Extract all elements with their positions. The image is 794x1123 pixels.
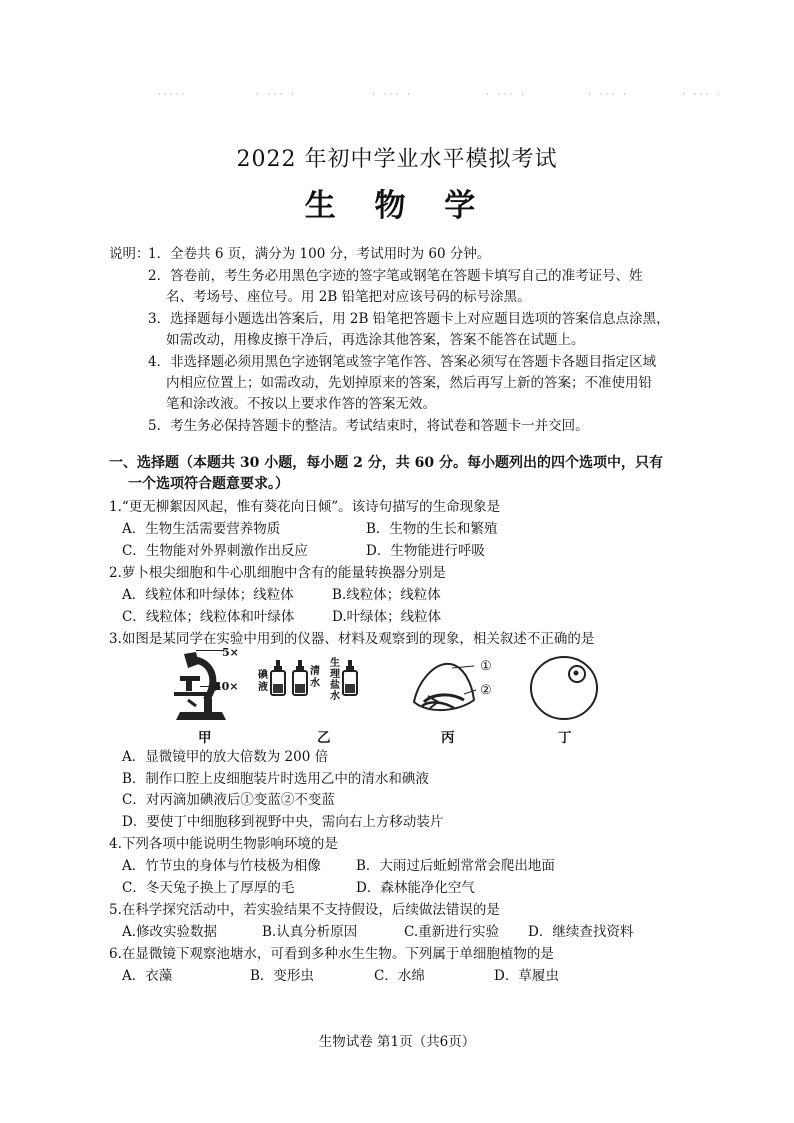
- scan-mark: · ··· ·: [486, 90, 528, 100]
- scan-mark: · ··· ·: [682, 90, 724, 100]
- instruction-item: 笔和涂改液。不按以上要求作答的答案无效。: [166, 396, 436, 412]
- q5-option-c: C.重新进行实验: [404, 924, 500, 940]
- figure-label-yi: 乙: [317, 730, 331, 746]
- q2-option-b: B.线粒体；线粒体: [332, 587, 441, 603]
- q1-option-d: D．生物能进行呼吸: [366, 543, 485, 559]
- marker-2: ②: [480, 683, 492, 698]
- dropper-bottle-icon: [270, 660, 286, 696]
- subject-title: 生 物 学: [304, 188, 490, 224]
- section-heading-cont: 一个选项符合题意要求。）: [128, 476, 289, 492]
- magnification-label: 40×: [214, 680, 239, 693]
- leader-line: [196, 650, 224, 652]
- scan-mark: · ··· ·: [372, 90, 414, 100]
- scan-mark: · ··· ·: [588, 90, 630, 100]
- dropper-bottle-icon: [292, 660, 308, 696]
- question-2-stem: 2.萝卜根尖细胞和牛心肌细胞中含有的能量转换器分别是: [109, 565, 446, 581]
- leader-line: [200, 686, 214, 688]
- section-heading: 一、选择题（本题共 30 小题，每小题 2 分，共 60 分。每小题列出的四个选项中，只有: [109, 455, 663, 471]
- q4-option-a: A．竹节虫的身体与竹枝极为相像: [122, 858, 321, 874]
- q6-option-a: A．衣藻: [122, 968, 173, 984]
- q5-option-b: B.认真分析原因: [262, 924, 358, 940]
- q4-option-b: B．大雨过后蚯蚓常常会爬出地面: [356, 858, 555, 874]
- question-3-stem: 3.如图是某同学在实验中用到的仪器、材料及观察到的现象，相关叙述不正确的是: [109, 631, 595, 647]
- instruction-item: 1．全卷共 6 页，满分为 100 分，考试用时为 60 分钟。: [148, 246, 491, 262]
- question-4-stem: 4.下列各项中能说明生物影响环境的是: [109, 836, 338, 852]
- question-5-stem: 5.在科学探究活动中，若实验结果不支持假设，后续做法错误的是: [109, 902, 500, 918]
- cell-view-illustration: [528, 654, 600, 722]
- instruction-item: 如需改动，用橡皮擦干净后，再选涂其他答案，答案不能答在试题上。: [166, 332, 585, 348]
- q6-option-c: C．水绵: [374, 968, 425, 984]
- figure-label-jia: 甲: [198, 730, 212, 746]
- instruction-item: 4．非选择题必须用黑色字迹钢笔或签字笔作答、答案必须写在答题卡各题目指定区域: [148, 354, 657, 370]
- figure-label-ding: 丁: [558, 730, 572, 746]
- q4-option-c: C．冬天兔子换上了厚厚的毛: [122, 880, 295, 896]
- question-6-stem: 6.在显微镜下观察池塘水，可看到多种水生生物。下列属于单细胞植物的是: [109, 946, 554, 962]
- q3-option-d: D．要使丁中细胞移到视野中央，需向右上方移动装片: [122, 814, 444, 830]
- scan-mark: ·····: [158, 90, 188, 100]
- marker-1: ①: [480, 659, 492, 674]
- experiment-figure: 5× 40× 碘 液 清 水 生 理 盐 水 ① ② 甲 乙 丙 丁: [150, 648, 630, 744]
- figure-label-bing: 丙: [441, 730, 455, 746]
- dropper-bottle-icon: [342, 660, 358, 696]
- scan-mark: · ··· ·: [256, 90, 298, 100]
- q5-option-a: A.修改实验数据: [122, 924, 218, 940]
- question-1-stem: 1.“更无柳絮因风起，惟有葵花向日倾”。该诗句描写的生命现象是: [109, 499, 501, 515]
- q6-option-d: D．草履虫: [494, 968, 559, 984]
- q2-option-c: C．线粒体；线粒体和叶绿体: [122, 609, 295, 625]
- instruction-item: 名、考场号、座位号。用 2B 铅笔把对应该号码的标号涂黑。: [166, 289, 531, 305]
- instruction-item: 2．答卷前，考生务必用黑色字迹的签字笔或钢笔在答题卡填写自己的准考证号、姓: [148, 268, 643, 284]
- q3-option-b: B．制作口腔上皮细胞装片时选用乙中的清水和碘液: [122, 771, 429, 787]
- q3-option-c: C．对丙滴加碘液后①变蓝②不变蓝: [122, 792, 335, 808]
- q3-option-a: A．显微镜甲的放大倍数为 200 倍: [122, 749, 329, 765]
- q2-option-d: D.叶绿体；线粒体: [332, 609, 442, 625]
- q4-option-d: D．森林能净化空气: [356, 880, 475, 896]
- q1-option-b: B．生物的生长和繁殖: [366, 521, 498, 537]
- exam-title: 2022 年初中学业水平模拟考试: [236, 147, 558, 172]
- instruction-item: 内相应位置上；如需改动，先划掉原来的答案，然后再写上新的答案；不准使用铅: [166, 375, 652, 391]
- instructions-label: 说明：: [109, 246, 150, 262]
- instruction-item: 3．选择题每小题选出答案后，用 2B 铅笔把答题卡上对应题目选项的答案信息点涂黑，: [148, 311, 670, 327]
- seed-section-illustration: [408, 656, 484, 718]
- q1-option-c: C．生物能对外界刺激作出反应: [122, 543, 308, 559]
- q1-option-a: A．生物生活需要营养物质: [122, 521, 281, 537]
- instruction-item: 5．考生务必保持答题卡的整洁。考试结束时，将试卷和答题卡一并交回。: [148, 418, 589, 434]
- page-footer: 生物试卷 第1页（共6页）: [318, 1034, 476, 1050]
- q2-option-a: A．线粒体和叶绿体；线粒体: [122, 587, 294, 603]
- q5-option-d: D．继续查找资料: [528, 924, 634, 940]
- q6-option-b: B．变形虫: [250, 968, 314, 984]
